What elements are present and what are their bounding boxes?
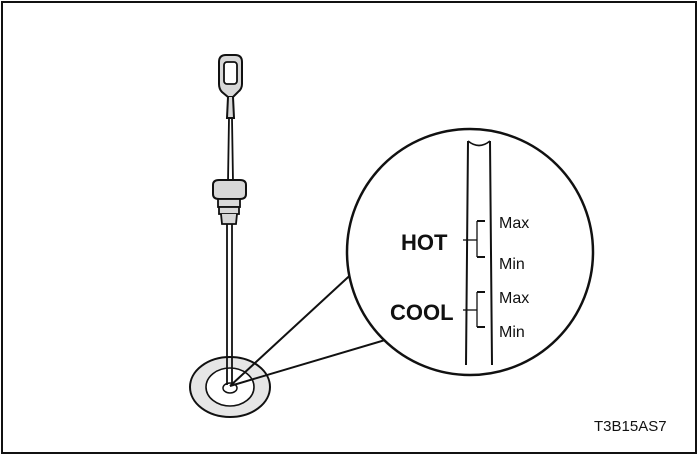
cool-min-label: Min bbox=[499, 324, 525, 341]
hot-min-label: Min bbox=[499, 256, 525, 273]
dipstick-upper-shaft bbox=[228, 118, 233, 182]
hot-max-label: Max bbox=[499, 215, 530, 232]
figure-code: T3B15AS7 bbox=[594, 418, 667, 435]
cool-label: COOL bbox=[390, 300, 454, 325]
magnified-view bbox=[347, 129, 593, 375]
hot-label: HOT bbox=[401, 230, 448, 255]
dipstick-tube-opening bbox=[190, 357, 270, 417]
dipstick-handle bbox=[219, 55, 242, 118]
cool-max-label: Max bbox=[499, 290, 530, 307]
dipstick-cap bbox=[213, 180, 246, 224]
